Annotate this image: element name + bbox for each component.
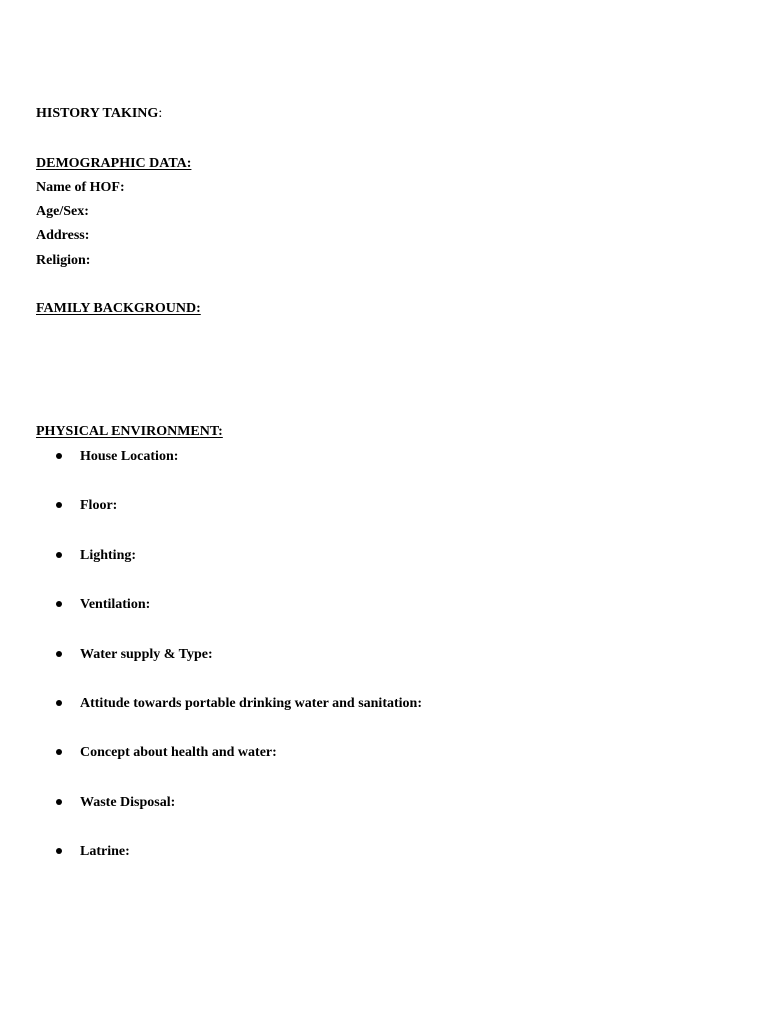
history-taking-label: HISTORY TAKING xyxy=(36,106,159,121)
demographic-data-heading: DEMOGRAPHIC DATA: xyxy=(36,156,192,171)
field-name-of-hof: Name of HOF: xyxy=(36,180,125,195)
list-item-label: Concept about health and water: xyxy=(80,745,277,760)
list-item-label: House Location: xyxy=(80,449,179,464)
bullet-icon xyxy=(56,601,62,607)
bullet-icon xyxy=(56,651,62,657)
bullet-icon xyxy=(56,453,62,459)
list-item-label: Waste Disposal: xyxy=(80,795,176,810)
bullet-icon xyxy=(56,749,62,755)
history-taking-heading xyxy=(36,105,162,123)
list-item-label: Lighting: xyxy=(80,548,137,563)
list-item-label: Latrine: xyxy=(80,844,130,859)
bullet-icon xyxy=(56,552,62,558)
physical-environment-heading: PHYSICAL ENVIRONMENT: xyxy=(36,424,223,439)
field-religion: Religion: xyxy=(36,253,91,268)
bullet-icon xyxy=(56,799,62,805)
list-item-label: Water supply & Type: xyxy=(80,647,213,662)
bullet-icon xyxy=(56,502,62,508)
bullet-icon xyxy=(56,848,62,854)
list-item-label: Ventilation: xyxy=(80,597,151,612)
family-background-heading: FAMILY BACKGROUND: xyxy=(36,301,201,316)
list-item-label: Floor: xyxy=(80,498,118,513)
bullet-icon xyxy=(56,700,62,706)
history-taking-colon: : xyxy=(158,106,163,121)
field-age-sex: Age/Sex: xyxy=(36,204,89,219)
list-item-label: Attitude towards portable drinking water and sanitation: xyxy=(80,696,422,711)
field-address: Address: xyxy=(36,228,90,243)
